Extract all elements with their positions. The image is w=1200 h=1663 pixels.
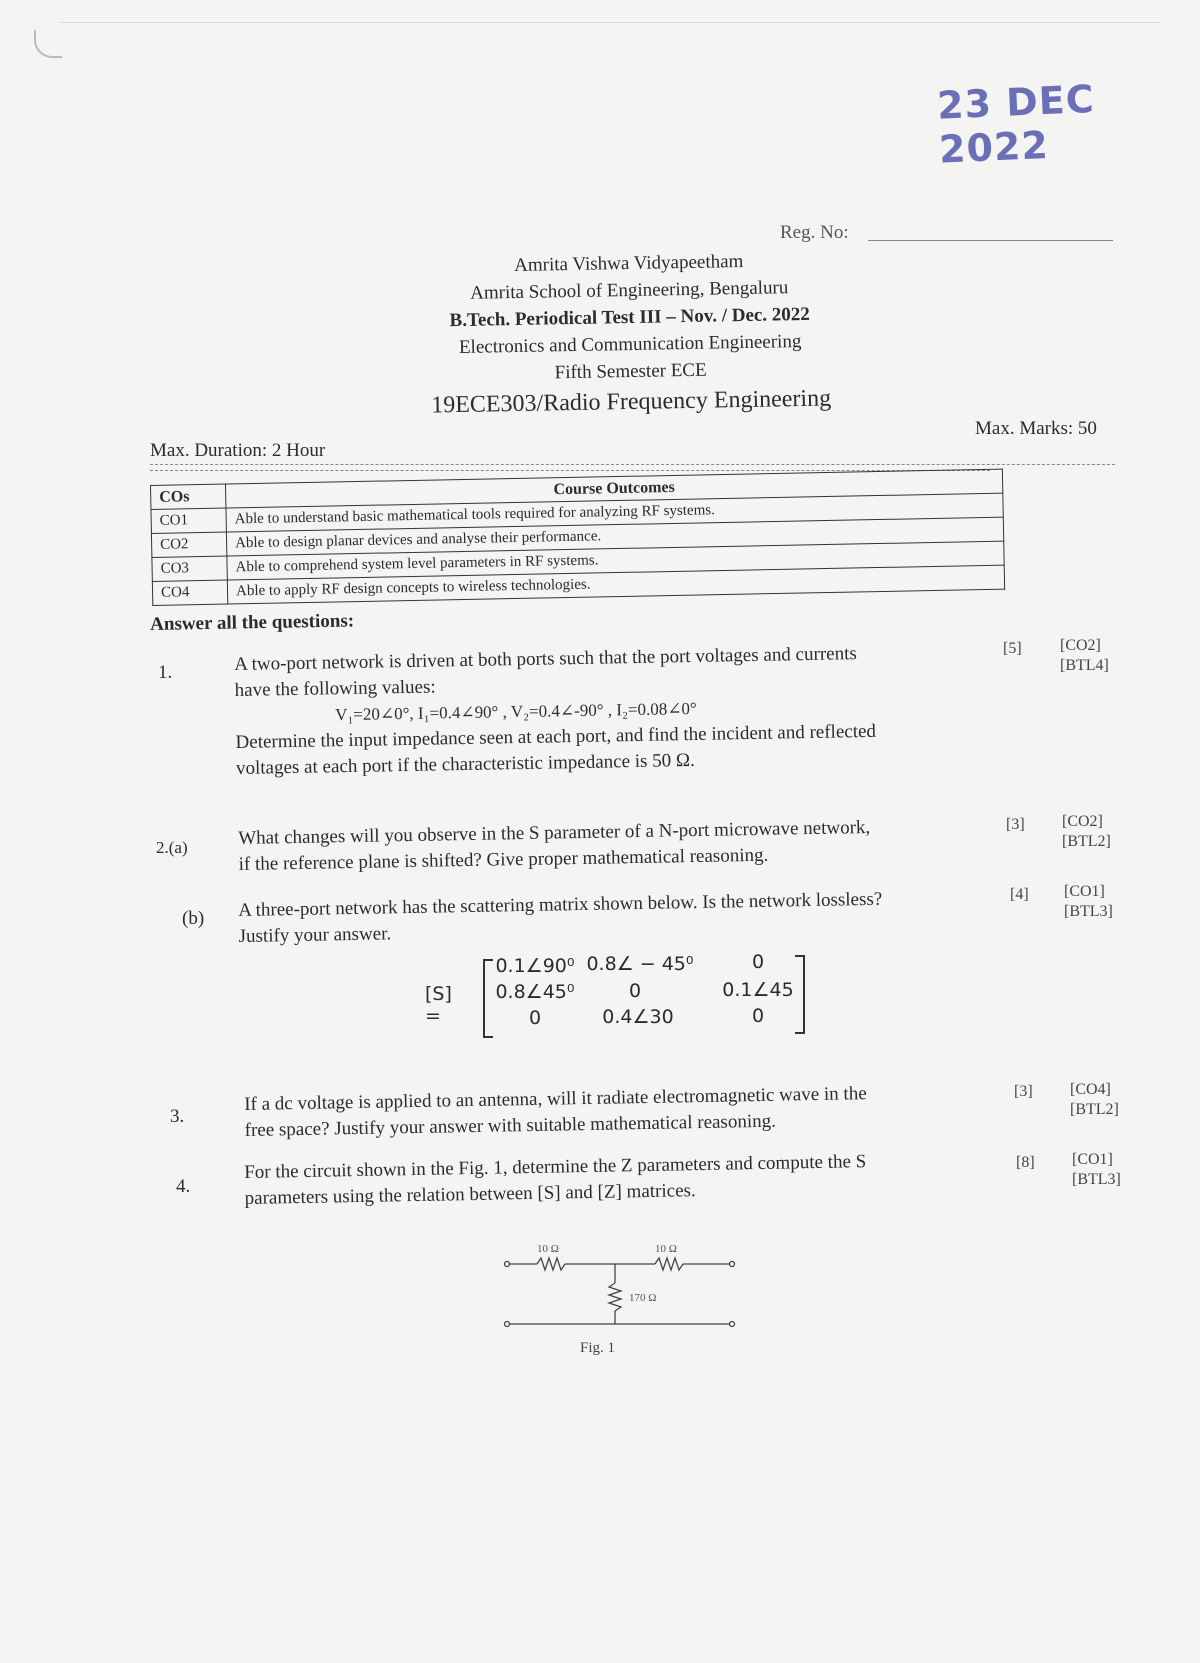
q1-line-2: have the following values: <box>234 676 436 701</box>
university-name: Amrita Vishwa Vidyapeetham <box>514 251 744 277</box>
q2a-number: 2.(a) <box>156 838 188 857</box>
resistor-r1 <box>537 1258 565 1270</box>
reg-no-line <box>868 240 1113 241</box>
q4-line-1: For the circuit shown in the Fig. 1, determine the Z parameters and compute the S <box>244 1151 867 1183</box>
reg-no-label: Reg. No: <box>780 222 849 243</box>
q1-marks: [5] <box>1003 640 1022 657</box>
exam-header <box>379 246 882 424</box>
q2a-text <box>238 815 871 878</box>
school-name: Amrita School of Engineering, Bengaluru <box>469 277 789 304</box>
q2a-btl: [BTL2] <box>1062 833 1111 850</box>
q2a-line-1: What changes will you observe in the S parameter of a N-port microwave network, <box>238 816 871 849</box>
q4-co: [CO1] <box>1072 1151 1113 1168</box>
co-code: CO1 <box>151 508 226 533</box>
co-code: CO2 <box>151 532 226 557</box>
q3-btl: [BTL2] <box>1070 1101 1119 1118</box>
q4-marks: [8] <box>1016 1154 1035 1171</box>
q2a-tags <box>1062 812 1111 852</box>
matrix-cell: 0.8∠ − 45⁰ <box>586 953 694 975</box>
q3-co: [CO4] <box>1070 1081 1111 1098</box>
instructions: Answer all the questions: <box>150 610 355 635</box>
q1-line-1: A two-port network is driven at both ports such that the port voltages and currents <box>234 643 857 675</box>
q2b-line-2: Justify your answer. <box>238 923 392 947</box>
co-outcome: Able to apply RF design concepts to wireless technologies. <box>227 565 1004 604</box>
terminal-1-bottom <box>505 1322 510 1327</box>
q3-text <box>244 1081 867 1144</box>
corner-mark <box>34 30 62 58</box>
q2b-co: [CO1] <box>1064 883 1105 900</box>
circuit-diagram <box>495 1228 755 1338</box>
exam-title: B.Tech. Periodical Test III – Nov. / Dec. 2022 <box>449 303 811 332</box>
matrix-cell: 0.1∠45 <box>722 979 794 1001</box>
q4-line-2: parameters using the relation between [S] and [Z] matrices. <box>244 1180 696 1209</box>
semester-label: Fifth Semester ECE <box>554 359 707 384</box>
terminal-1-top <box>505 1262 510 1267</box>
q2b-marks: [4] <box>1010 886 1029 903</box>
q1-text <box>234 641 877 782</box>
resistor-r3 <box>609 1283 621 1311</box>
co-outcome: Able to design planar devices and analyse their performance. <box>226 517 1003 556</box>
q2b-btl: [BTL3] <box>1064 903 1113 920</box>
co-outcome: Able to comprehend system level parameters in RF systems. <box>227 541 1004 580</box>
matrix-cell: 0 <box>528 1007 542 1029</box>
terminal-2-bottom <box>730 1322 735 1327</box>
co-code: CO4 <box>152 580 227 605</box>
co-code: CO3 <box>152 556 227 581</box>
q4-btl: [BTL3] <box>1072 1171 1121 1188</box>
dashed-divider-1 <box>150 464 1115 465</box>
q3-tags <box>1070 1080 1119 1120</box>
matrix-cell: 0 <box>628 980 642 1002</box>
q2a-co: [CO2] <box>1062 813 1103 830</box>
q1-line-3: Determine the input impedance seen at each port, and find the incident and reflected <box>235 720 877 753</box>
course-outcomes-table <box>150 469 1005 606</box>
table-header-outcomes: Course Outcomes <box>225 469 1002 508</box>
max-duration: Max. Duration: 2 Hour <box>150 440 326 461</box>
q2b-tags <box>1064 882 1113 922</box>
q1-values: V₁=20∠0°, I₁=0.4∠90° , V₂=0.4∠-90° , I₂=0.08∠0° <box>334 698 697 725</box>
q1-line-4: voltages at each port if the characteristic impedance is 50 Ω. <box>235 749 696 779</box>
matrix-cell: 0.1∠90⁰ <box>495 955 575 977</box>
matrix-cell: 0 <box>751 951 765 973</box>
matrix-cell: 0.8∠45⁰ <box>495 981 575 1003</box>
q4-number: 4. <box>176 1176 191 1197</box>
q3-marks: [3] <box>1014 1083 1033 1100</box>
q1-tags <box>1060 636 1109 676</box>
matrix-cell: 0 <box>751 1005 765 1027</box>
table-header-cos: COs <box>151 484 226 509</box>
course-title: 19ECE303/Radio Frequency Engineering <box>431 385 832 419</box>
q3-number: 3. <box>170 1106 185 1127</box>
q1-co: [CO2] <box>1060 637 1101 654</box>
matrix-lhs: [S] = <box>425 983 452 1027</box>
r3-label: 170 Ω <box>629 1292 657 1304</box>
resistor-r2 <box>655 1258 683 1270</box>
co-outcome: Able to understand basic mathematical tools required for analyzing RF systems. <box>226 493 1003 532</box>
figure-caption: Fig. 1 <box>580 1340 616 1356</box>
q2b-number: (b) <box>182 908 205 929</box>
terminal-2-top <box>730 1262 735 1267</box>
matrix-cell: 0.4∠30 <box>602 1006 674 1028</box>
r1-label: 10 Ω <box>537 1243 559 1255</box>
r2-label: 10 Ω <box>655 1243 677 1255</box>
date-stamp: 23 DEC 2022 <box>936 76 1096 172</box>
q2b-line-1: A three-port network has the scattering matrix shown below. Is the network lossless? <box>238 888 883 921</box>
max-marks: Max. Marks: 50 <box>975 418 1097 439</box>
q2a-marks: [3] <box>1006 816 1025 833</box>
q4-text <box>244 1149 867 1212</box>
q1-btl: [BTL4] <box>1060 657 1109 674</box>
department-name: Electronics and Communication Engineering <box>458 331 802 358</box>
q2b-text <box>238 887 883 950</box>
q2a-line-2: if the reference plane is shifted? Give proper mathematical reasoning. <box>238 844 769 875</box>
q3-line-1: If a dc voltage is applied to an antenna, will it radiate electromagnetic wave in the <box>244 1083 867 1115</box>
q1-number: 1. <box>158 662 173 683</box>
top-edge-line <box>60 22 1160 23</box>
q3-line-2: free space? Justify your answer with suitable mathematical reasoning. <box>244 1110 777 1141</box>
q4-tags <box>1072 1150 1121 1190</box>
